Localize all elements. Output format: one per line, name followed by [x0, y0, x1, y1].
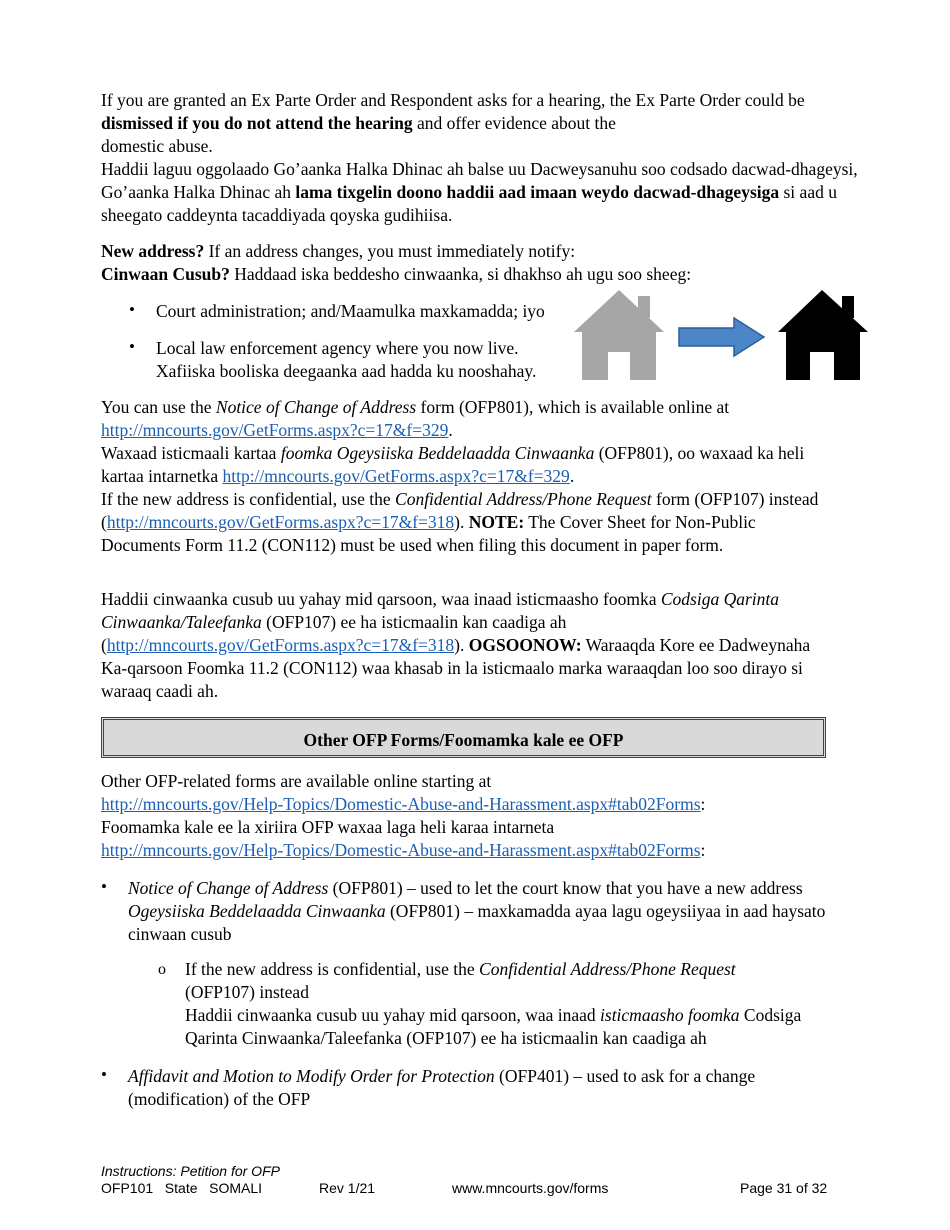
- ofp107-link[interactable]: http://mncourts.gov/GetForms.aspx?c=17&f=318: [106, 512, 455, 532]
- form-subitem-confidential: If the new address is confidential, use the Confidential Address/Phone Request (OFP107) instead Haddii cinwaanka cusub uu yahay mid qarsoon, waa inaad isticmaasho foomka Codsiga Qarinta Cinwaanka/Taleefanka (OFP107) ee ha isticmaalin kan caadiga ah: [185, 959, 802, 1048]
- hearing-paragraph: If you are granted an Ex Parte Order and Respondent asks for a hearing, the Ex Parte Order could be dismissed if you do not attend the hearing and offer evidence about the domestic abuse. Haddii laguu oggolaado Go’aanka Halka Dhinac ah balse uu Dacweysanuhu soo codsado dacwad-dhageysi, Go’aanka Halka Dhinac ah lama tixgelin doono haddii aad imaan weydo dacwad-dhageysiga si aad u sheegato caddeynta tacaddiyada qoyska gudihiisa.: [101, 90, 858, 225]
- house-gray-icon: [574, 290, 664, 380]
- ofp801-link-so[interactable]: http://mncourts.gov/GetForms.aspx?c=17&f=329: [222, 466, 570, 486]
- change-address-graphic: [574, 290, 869, 382]
- bullet: •: [129, 300, 135, 319]
- ofp107-link-so[interactable]: http://mncourts.gov/GetForms.aspx?c=17&f=318: [106, 635, 455, 655]
- footer-revision: Rev 1/21: [319, 1180, 376, 1196]
- help-topics-link[interactable]: http://mncourts.gov/Help-Topics/Domestic-Abuse-and-Harassment.aspx#tab02Forms: [101, 794, 701, 814]
- bullet: •: [101, 877, 107, 896]
- bullet: •: [101, 1065, 107, 1084]
- footer-page-number: Page 31 of 32: [740, 1180, 828, 1196]
- help-topics-link-so[interactable]: http://mncourts.gov/Help-Topics/Domestic-Abuse-and-Harassment.aspx#tab02Forms: [101, 840, 701, 860]
- ofp801-link[interactable]: http://mncourts.gov/GetForms.aspx?c=17&f=329: [101, 420, 449, 440]
- other-forms-intro: Other OFP-related forms are available online starting at http://mncourts.gov/Help-Topics/Domestic-Abuse-and-Harassment.aspx#tab02Forms: Foomamka kale ee la xiriira OFP waxaa laga heli karaa intarneta http://mncourts.gov/Help-Topics/Domestic-Abuse-and-Harassment.aspx#tab02Forms:: [101, 771, 706, 860]
- bullet: •: [129, 337, 135, 356]
- section-heading: Other OFP Forms/Foomamka kale ee OFP: [101, 717, 826, 758]
- form-item-ofp401: Affidavit and Motion to Modify Order for Protection (OFP401) – used to ask for a change (modification) of the OFP: [128, 1066, 756, 1109]
- footer-form-code: OFP101 State SOMALI: [101, 1180, 263, 1196]
- arrow-right-icon: [679, 318, 764, 356]
- house-black-icon: [778, 290, 868, 380]
- confidential-somali-paragraph: Haddii cinwaanka cusub uu yahay mid qarsoon, waa inaad isticmaasho foomka Codsiga Qarinta Cinwaanka/Taleefanka (OFP107) ee ha isticmaalin kan caadiga ah (http://mncourts.gov/GetForms.aspx?c=17&f=318). OGSOONOW: Waraaqda Kore ee Dadweynaha Ka-qarsoon Foomka 11.2 (CON112) waa khasab in la isticmaalo marka waraaqdan loo soo dirayo si waraaq caadi ah.: [101, 589, 811, 701]
- new-address-paragraph: New address? If an address changes, you must immediately notify: Cinwaan Cusub? Haddaad iska beddesho cinwaanka, si dhakhso ah ugu soo sheeg:: [101, 241, 692, 284]
- sub-bullet: o: [158, 961, 166, 978]
- footer-title: Instructions: Petition for OFP: [101, 1163, 280, 1179]
- footer-url[interactable]: www.mncourts.gov/forms: [452, 1180, 609, 1196]
- notify-item-police: Local law enforcement agency where you now live. Xafiiska booliska deegaanka aad hadda ku nooshahay.: [156, 338, 537, 381]
- notify-item-court: Court administration; and/Maamulka maxkamadda; iyo: [156, 301, 545, 321]
- notice-change-address-paragraph: You can use the Notice of Change of Address form (OFP801), which is available online at http://mncourts.gov/GetForms.aspx?c=17&f=329. Waxaad isticmaali kartaa foomka Ogeysiiska Beddelaadda Cinwaanka (OFP801), oo waxaad ka heli kartaa intarnetka http://mncourts.gov/GetForms.aspx?c=17&f=329. If the new address is confidential, use the Confidential Address/Phone Request form (OFP107) instead (http://mncourts.gov/GetForms.aspx?c=17&f=318). NOTE: The Cover Sheet for Non-Public Documents Form 11.2 (CON112) must be used when filing this document in paper form.: [101, 397, 819, 555]
- form-item-ofp801: Notice of Change of Address (OFP801) – used to let the court know that you have a new address Ogeysiiska Beddelaadda Cinwaanka (OFP801) – maxkamadda ayaa lagu ogeysiiyaa in aad haysato cinwaan cusub: [128, 878, 826, 944]
